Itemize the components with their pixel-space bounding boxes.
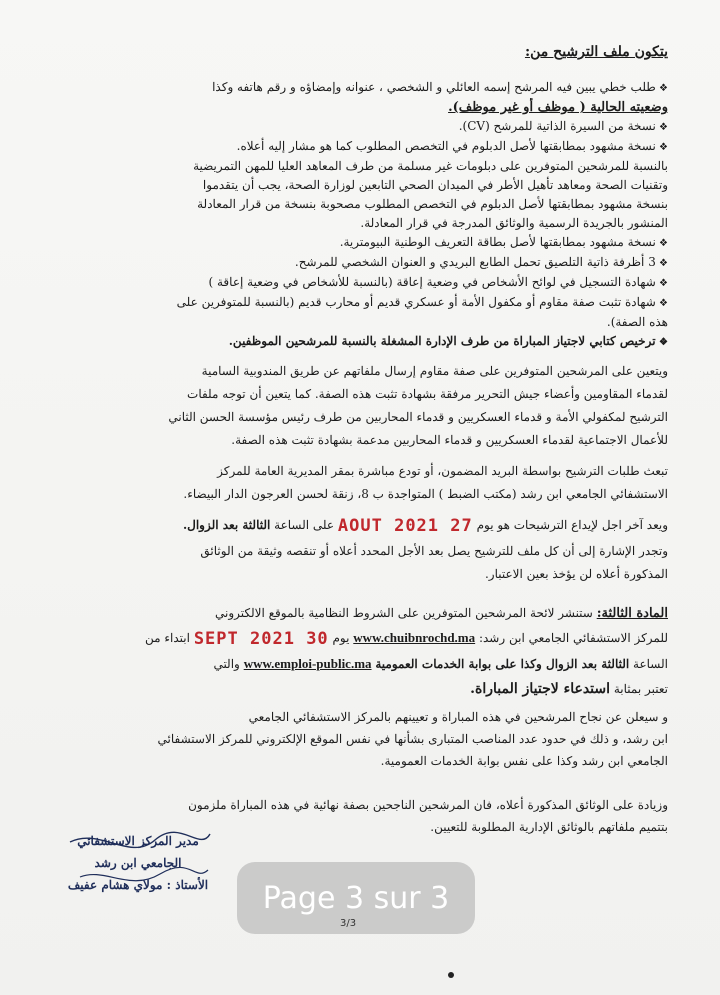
equivalence-line: بالنسبة للمرشحين المتوفرين على دبلومات غير مسلمة من طرف المعاهد العليا للمهن التمريضية	[193, 159, 668, 173]
article-line-4	[46, 676, 668, 702]
article-line-1	[46, 602, 668, 625]
list-item: ❖ نسخة مشهود بمطابقتها لأصل الدبلوم في التخصص المطلوب كما هو مشار إليه أعلاه.	[46, 137, 668, 157]
chu-website-link[interactable]: www.chuibnrochd.ma	[353, 630, 476, 645]
list-item: ❖ شهادة التسجيل في لوائح الأشخاص في وضعية إعاقة (بالنسبة للأشخاص في وضعية إعاقة )	[46, 273, 668, 293]
paragraph-line: وزيادة على الوثائق المذكورة أعلاه، فان المرشحين الناجحين بصفة نهائية في هذه المباراة ملزمون	[188, 798, 668, 812]
paragraph-line: وتجدر الإشارة إلى أن كل ملف للترشيح يصل بعد الأجل المحدد أعلاه أو تنقصه وثيقة من الوثائق	[200, 544, 668, 558]
equivalence-line: وتقنيات الصحة ومعاهد تأهيل الأطر في الميدان الصحي التابعين لوزارة الصحة، يجب أن يتقدموا	[202, 178, 668, 192]
paragraph-line: ويتعين على المرشحين المتوفرين على صفة مقاوم إرسال ملفاتهم عن طريق المندوبية السامية	[201, 364, 668, 378]
paragraph-line: للأعمال الاجتماعية لقدماء العسكريين و قدماء المحاربين مدعمة بشهادة تثبت هذه الصفة.	[231, 433, 668, 447]
scroll-dot-icon	[448, 972, 454, 978]
paragraph-line: و سيعلن عن نجاح المرشحين في هذه المباراة و تعيينهم بالمركز الاستشفائي الجامعي	[248, 710, 668, 724]
section-heading: يتكون ملف الترشيح من:	[524, 44, 668, 60]
deadline-after: على الساعة	[274, 518, 335, 532]
deadline-line	[46, 512, 668, 539]
list-item: ❖ نسخة من السيرة الذاتية للمرشح (CV).	[46, 117, 668, 137]
article-line-3	[46, 652, 668, 676]
list-item: ❖ نسخة مشهود بمطابقتها لأصل بطاقة التعريف الوطنية البيومترية.	[46, 233, 668, 253]
paragraph-submission	[46, 460, 668, 506]
paragraph-line: الترشيح لمكفولي الأمة و قدماء العسكريين و قدماء المحاربين من طرف رئيس مؤسسة الحسن الثاني	[168, 410, 668, 424]
signature-institution: الجامعي ابن رشد	[94, 856, 182, 870]
signature-title: مدير المركز الاستشفائي	[77, 834, 199, 848]
publication-date-stamp: 30 SEPT 2021	[193, 628, 329, 649]
equivalence-line: بنسخة مشهود بمطابقتها لأصل الدبلوم في التخصص المطلوب مصحوبة بنسخة من قرار المعادلة	[197, 197, 668, 211]
paragraph-line: الجامعي ابن رشد وكذا على نفس بوابة الخدمات العمومية.	[380, 754, 668, 768]
equivalence-line: المنشور بالجريدة الرسمية والوثائق المدرجة في قرار المعادلة.	[360, 216, 668, 230]
paragraph-line: ابن رشد، و ذلك في حدود عدد المناصب المتبارى بشأنها في نفس الموقع الإلكتروني للمركز الاستشفائي	[157, 732, 668, 746]
list-item: ❖ 3 أظرفة ذاتية التلصيق تحمل الطابع البريدي و العنوان الشخصي للمرشح.	[46, 253, 668, 273]
paragraph-line: المذكورة أعلاه لن يؤخذ بعين الاعتبار.	[484, 567, 668, 581]
page-number: 3/3	[340, 918, 357, 929]
list-item: ❖ طلب خطي يبين فيه المرشح إسمه العائلي و الشخصي ، عنوانه وإمضاؤه و رقم هاتفه وكذا	[46, 78, 668, 98]
article-line-2	[46, 625, 668, 652]
paragraph-line: الاستشفائي الجامعي ابن رشد (مكتب الضبط ) المتواجدة ب 8، زنقة لحسن العرجون الدار البيضاء.	[183, 487, 668, 501]
article-text: للمركز الاستشفائي الجامعي ابن رشد:	[478, 631, 668, 645]
documents-list	[46, 78, 668, 352]
article-text: يوم	[332, 631, 350, 645]
article-text: الساعة	[633, 656, 668, 671]
paragraph-line: لقدماء المقاومين وأعضاء جيش التحرير مرفقة بشهادة تثبت هذه الصفة. كما يتعين أن توجه ملفات	[187, 387, 668, 401]
list-item-continuation: هذه الصفة).	[606, 315, 668, 329]
article-text: والتي	[213, 656, 240, 671]
authorization-item: ❖ ترخيص كتابي لاجتياز المباراة من طرف الإدارة المشغلة بالنسبة للمرشحين الموظفين.	[46, 332, 668, 352]
article-text: ابتداء من	[145, 631, 190, 645]
list-item: ❖ شهادة تثبت صفة مقاوم أو مكفول الأمة أو عسكري قديم أو محارب قديم (بالنسبة للمتوفرين على	[46, 293, 668, 313]
article-text: تعتبر بمثابة	[613, 681, 668, 696]
paragraph-late-files	[46, 540, 668, 586]
article-three	[46, 602, 668, 702]
article-bold-text: الثالثة بعد الزوال وكذا على بوابة الخدمات العمومية	[375, 656, 630, 671]
emploi-public-link[interactable]: www.emploi-public.ma	[243, 655, 372, 671]
deadline-before: ويعد آخر اجل لإيداع الترشيحات هو يوم	[476, 518, 668, 532]
article-label: المادة الثالثة:	[596, 606, 668, 621]
paragraph-results	[46, 706, 668, 772]
deadline-date-stamp: 27 AOUT 2021	[337, 515, 473, 536]
signature-block	[48, 830, 228, 896]
paragraph-line: بتتميم ملفاتهم بالوثائق الإدارية المطلوبة للتعيين.	[430, 820, 668, 834]
convocation-text: استدعاء لاجتياز المباراة.	[470, 680, 611, 697]
deadline-time: الثالثة بعد الزوال.	[182, 518, 271, 532]
paragraph-veterans	[46, 360, 668, 452]
article-text: ستنشر لائحة المرشحين المتوفرين على الشروط النظامية بالموقع الالكتروني	[214, 606, 593, 620]
paragraph-line: تبعث طلبات الترشيح بواسطة البريد المضمون، أو تودع مباشرة بمقر المديرية العامة للمركز	[217, 464, 668, 478]
list-item-continuation: وضعيته الحالية ( موظف أو غير موظف).	[448, 100, 668, 115]
signature-name: الأستاذ : مولاي هشام عفيف	[67, 878, 209, 892]
page-indicator-overlay: Page 3 sur 3	[237, 862, 475, 934]
